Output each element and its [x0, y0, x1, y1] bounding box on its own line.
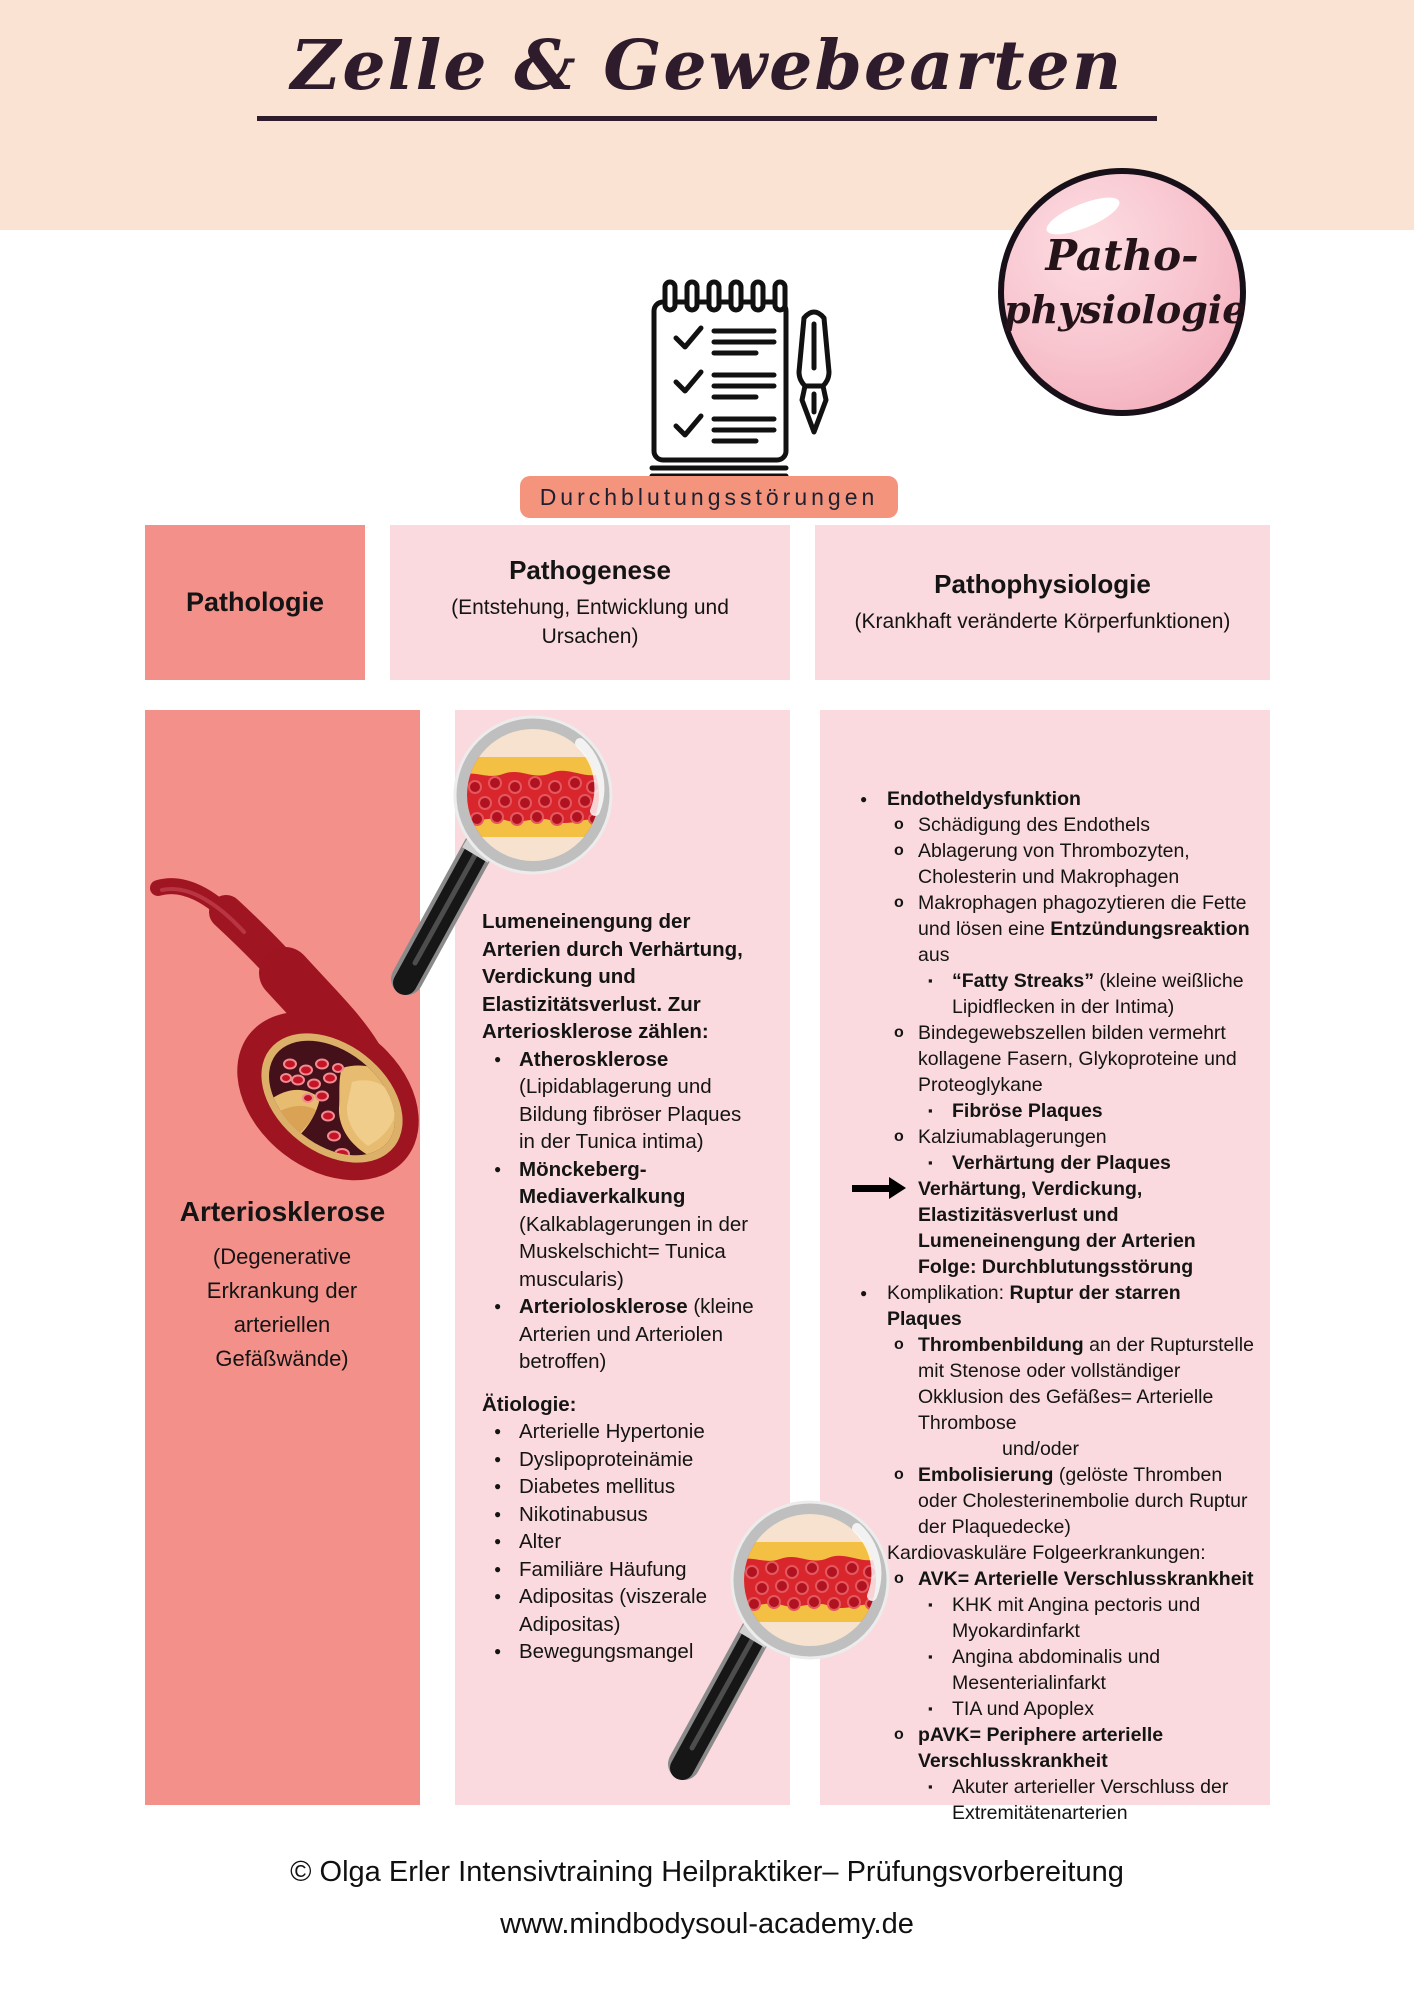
- bullet-marker: ●: [494, 1644, 502, 1658]
- bullet-marker: ●: [860, 792, 868, 806]
- page-title: Zelle & Gewebearten: [257, 26, 1158, 121]
- list-item: und/oder: [1002, 1438, 1079, 1460]
- list-item: ▪ Verhärtung der Plaques: [928, 1152, 1171, 1174]
- list-item: ● Atherosklerose (Lipidablagerung und Bildung fibröser Plaques in der Tunica intima): [494, 1047, 742, 1153]
- list-item: ● Mönckeberg-Mediaverkalkung (Kalkablagerungen in der Muskelschicht= Tunica muscularis): [494, 1157, 749, 1291]
- list-item: ● Komplikation: Ruptur der starren Plaques: [860, 1282, 1181, 1330]
- bullet-marker: ●: [494, 1534, 502, 1548]
- list-item: ● Dyslipoproteinämie: [482, 1446, 754, 1474]
- header-pathophysiologie-title: Pathophysiologie: [934, 569, 1151, 599]
- list-item: ● Arterielle Hypertonie: [482, 1418, 754, 1446]
- bullet-marker: o: [894, 1128, 904, 1145]
- bullet-marker: ●: [494, 1506, 502, 1521]
- bullet-marker: o: [894, 842, 904, 859]
- list-item: o pAVK= Periphere arterielle Verschlusskrankheit: [894, 1724, 1164, 1772]
- list-item: Verhärtung, Verdickung, Elastizitäsverlust und Lumeneinengung der Arterien Folge: Durchblutungsstörung: [850, 1176, 1254, 1280]
- list-item: Ätiologie:: [482, 1392, 577, 1416]
- arrow-icon: [852, 1185, 890, 1192]
- title-wrap: [0, 26, 1414, 121]
- bullet-marker: ▪: [928, 1155, 933, 1170]
- bullet-marker: ▪: [928, 1597, 933, 1612]
- bullet-marker: ●: [494, 1051, 502, 1066]
- pathophysiologie-badge: [998, 168, 1246, 416]
- list-item: ▪ KHK mit Angina pectoris und Myokardinfarkt: [928, 1594, 1201, 1642]
- footer-copyright: © Olga Erler Intensivtraining Heilpraktiker– Prüfungsvorbereitung: [290, 1856, 1124, 1888]
- bullet-marker: o: [894, 1336, 904, 1353]
- header-pathophysiologie-subtitle: (Krankhaft veränderte Körperfunktionen): [854, 610, 1231, 633]
- bullet-marker: ●: [494, 1161, 502, 1176]
- magnifier-artery-icon-bottom: [660, 1480, 920, 1780]
- header-pathogenese: [390, 525, 790, 680]
- list-item: ● Alter: [482, 1528, 754, 1556]
- list-item: o Ablagerung von Thrombozyten, Cholesterin und Makrophagen: [894, 840, 1190, 888]
- bullet-marker: ●: [494, 1561, 502, 1576]
- list-item: o AVK= Arterielle Verschlusskrankheit: [894, 1568, 1254, 1590]
- list-item: ▪ TIA und Apoplex: [928, 1698, 1095, 1720]
- header-pathogenese-subtitle: (Entstehung, Entwicklung und Ursachen): [451, 595, 729, 648]
- list-item: o Bindegewebszellen bilden vermehrt kollagene Fasern, Glykoproteine und Proteoglykane: [894, 1022, 1237, 1096]
- bullet-marker: ●: [860, 1286, 868, 1300]
- bullet-marker: ●: [494, 1299, 502, 1313]
- bullet-marker: o: [894, 894, 904, 911]
- list-item: ● Bewegungsmangel: [482, 1638, 754, 1666]
- section-label: Durchblutungsstörungen: [520, 476, 898, 518]
- header-pathophysiologie: [815, 525, 1270, 680]
- header-pathologie-title: Pathologie: [185, 587, 324, 617]
- list-item: ● Endotheldysfunktion: [860, 788, 1081, 810]
- notepad-checklist-icon: [626, 274, 841, 486]
- bullet-marker: ▪: [928, 1103, 933, 1118]
- list-item: ● Diabetes mellitus: [482, 1473, 754, 1501]
- badge-line2: physiologie: [1004, 287, 1247, 332]
- bullet-marker: ●: [494, 1589, 502, 1603]
- bullet-marker: ▪: [928, 1779, 933, 1794]
- header-pathogenese-title: Pathogenese: [509, 554, 671, 585]
- bullet-marker: o: [894, 1570, 904, 1587]
- list-item: ● Familiäre Häufung: [482, 1556, 754, 1584]
- list-item: o Kalziumablagerungen: [894, 1126, 1107, 1148]
- list-item: ▪ Akuter arterieller Verschluss der Extremitätenarterien: [928, 1776, 1229, 1824]
- bullet-marker: ●: [494, 1424, 502, 1438]
- pathology-description: (Degenerative Erkrankung der arteriellen Gefäßwände): [206, 1244, 358, 1371]
- list-item: o Thrombenbildung an der Rupturstelle mit Stenose oder vollständiger Okklusion des Gefäßes= Arterielle Thrombose: [894, 1334, 1254, 1434]
- list-item: o Embolisierung (gelöste Thromben oder Cholesterinembolie durch Ruptur der Plaquedecke): [894, 1464, 1248, 1538]
- bullet-marker: o: [894, 1726, 904, 1743]
- bullet-marker: o: [894, 1466, 904, 1483]
- list-item: ● Adipositas (viszerale Adipositas): [494, 1585, 707, 1636]
- bullet-marker: ▪: [928, 1649, 933, 1664]
- list-item: o Makrophagen phagozytieren die Fette und lösen eine Entzündungsreaktion aus: [894, 892, 1250, 966]
- list-item: ▪ Angina abdominalis und Mesenterialinfarkt: [928, 1646, 1161, 1694]
- list-item: Lumeneinengung der Arterien durch Verhärtung, Verdickung und Elastizitätsverlust. Zur Arteriosklerose zählen:: [482, 910, 743, 1043]
- list-item: ● Arteriolosklerose (kleine Arterien und Arteriolen betroffen): [494, 1295, 754, 1373]
- list-item: ● Nikotinabusus: [482, 1501, 754, 1529]
- bullet-marker: ▪: [928, 1701, 933, 1716]
- bullet-marker: ●: [494, 1479, 502, 1493]
- list-item: ▪ “Fatty Streaks” (kleine weißliche Lipidflecken in der Intima): [928, 970, 1244, 1018]
- bullet-marker: o: [894, 1024, 904, 1041]
- bullet-marker: o: [894, 816, 904, 833]
- list-item: ▪ Fibröse Plaques: [928, 1100, 1103, 1122]
- badge-line1: Patho-: [1045, 231, 1199, 280]
- list-item: o Schädigung des Endothels: [894, 814, 1151, 836]
- bullet-marker: ▪: [928, 973, 933, 988]
- badge-text: [1004, 228, 1247, 336]
- pen-icon: [799, 312, 829, 432]
- list-item: Kardiovaskuläre Folgeerkrankungen:: [850, 1540, 1254, 1566]
- pathology-name: Arteriosklerose: [179, 1196, 386, 1227]
- header-pathologie: [145, 525, 365, 680]
- bullet-marker: ●: [494, 1451, 502, 1466]
- magnifier-artery-icon-top: [383, 695, 643, 995]
- footer-website: www.mindbodysoul-academy.de: [500, 1908, 914, 1940]
